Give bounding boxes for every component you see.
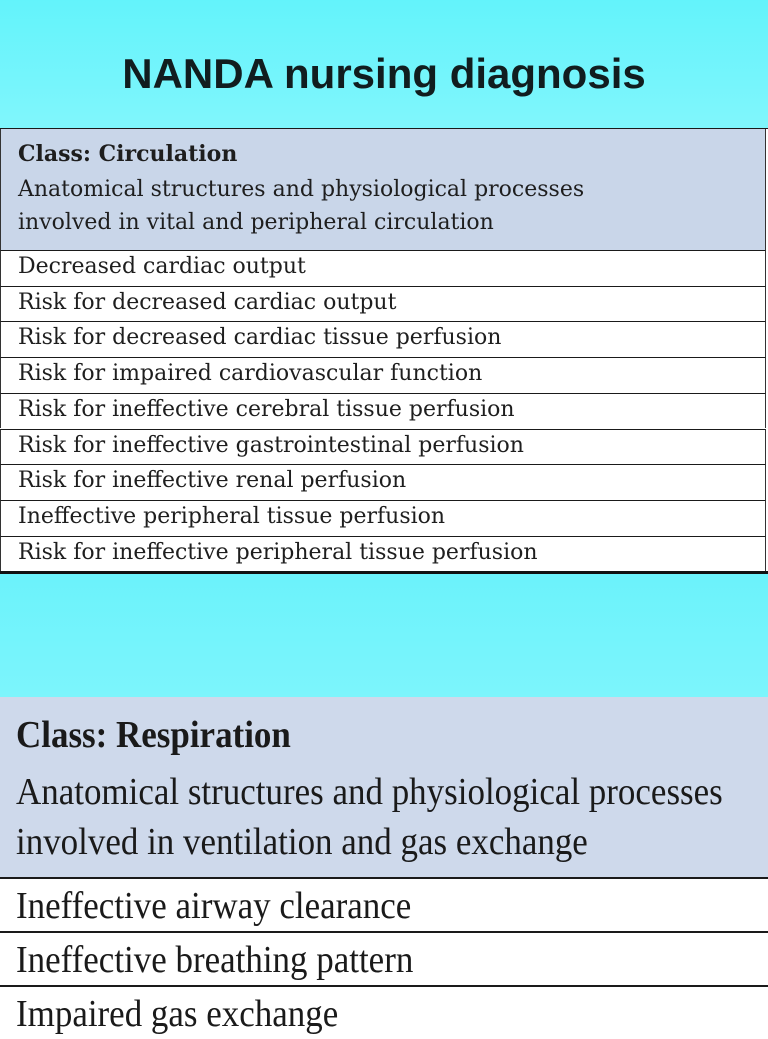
diagnosis-text: Decreased cardiac output <box>18 254 306 279</box>
table-row <box>0 877 768 931</box>
table-row <box>0 464 766 500</box>
circulation-table <box>0 128 768 574</box>
diagnosis-text: Ineffective breathing pattern <box>16 939 414 981</box>
diagnosis-text: Risk for ineffective renal perfusion <box>18 468 407 494</box>
diagnosis-text: Risk for ineffective peripheral tissue perfusion <box>18 539 538 565</box>
table-row <box>0 286 766 322</box>
table-row <box>0 931 768 985</box>
table-row <box>0 985 768 1039</box>
table-row <box>0 250 766 286</box>
circulation-header <box>0 129 766 250</box>
table-row <box>0 500 766 536</box>
diagnosis-text: Risk for decreased cardiac tissue perfusion <box>18 325 502 351</box>
table-row <box>0 393 766 429</box>
respiration-class-label: Class: Respiration <box>16 714 291 756</box>
table-row <box>0 536 766 572</box>
respiration-description <box>16 767 752 867</box>
circulation-class-label: Class: Circulation <box>18 141 238 167</box>
table-row <box>0 429 766 465</box>
diagnosis-text: Impaired gas exchange <box>16 993 339 1035</box>
respiration-description-line2: involved in ventilation and gas exchange <box>16 821 588 863</box>
table-row <box>0 357 766 393</box>
diagnosis-text: Risk for ineffective gastrointestinal perfusion <box>18 432 524 458</box>
diagnosis-text: Ineffective airway clearance <box>16 885 412 927</box>
respiration-table <box>0 697 768 1035</box>
respiration-description-line1: Anatomical structures and physiological processes <box>16 771 723 813</box>
table-row <box>0 321 766 357</box>
circulation-description-line1: Anatomical structures and physiological processes <box>18 177 585 202</box>
diagnosis-text: Ineffective peripheral tissue perfusion <box>18 503 446 529</box>
respiration-header <box>0 697 768 877</box>
diagnosis-text: Risk for decreased cardiac output <box>18 289 397 315</box>
circulation-description-line2: involved in vital and peripheral circulation <box>18 210 494 235</box>
diagnosis-text: Risk for ineffective cerebral tissue perfusion <box>18 396 515 422</box>
page-title: NANDA nursing diagnosis <box>122 50 646 97</box>
circulation-description <box>18 173 758 239</box>
diagnosis-text: Risk for impaired cardiovascular function <box>18 361 483 387</box>
